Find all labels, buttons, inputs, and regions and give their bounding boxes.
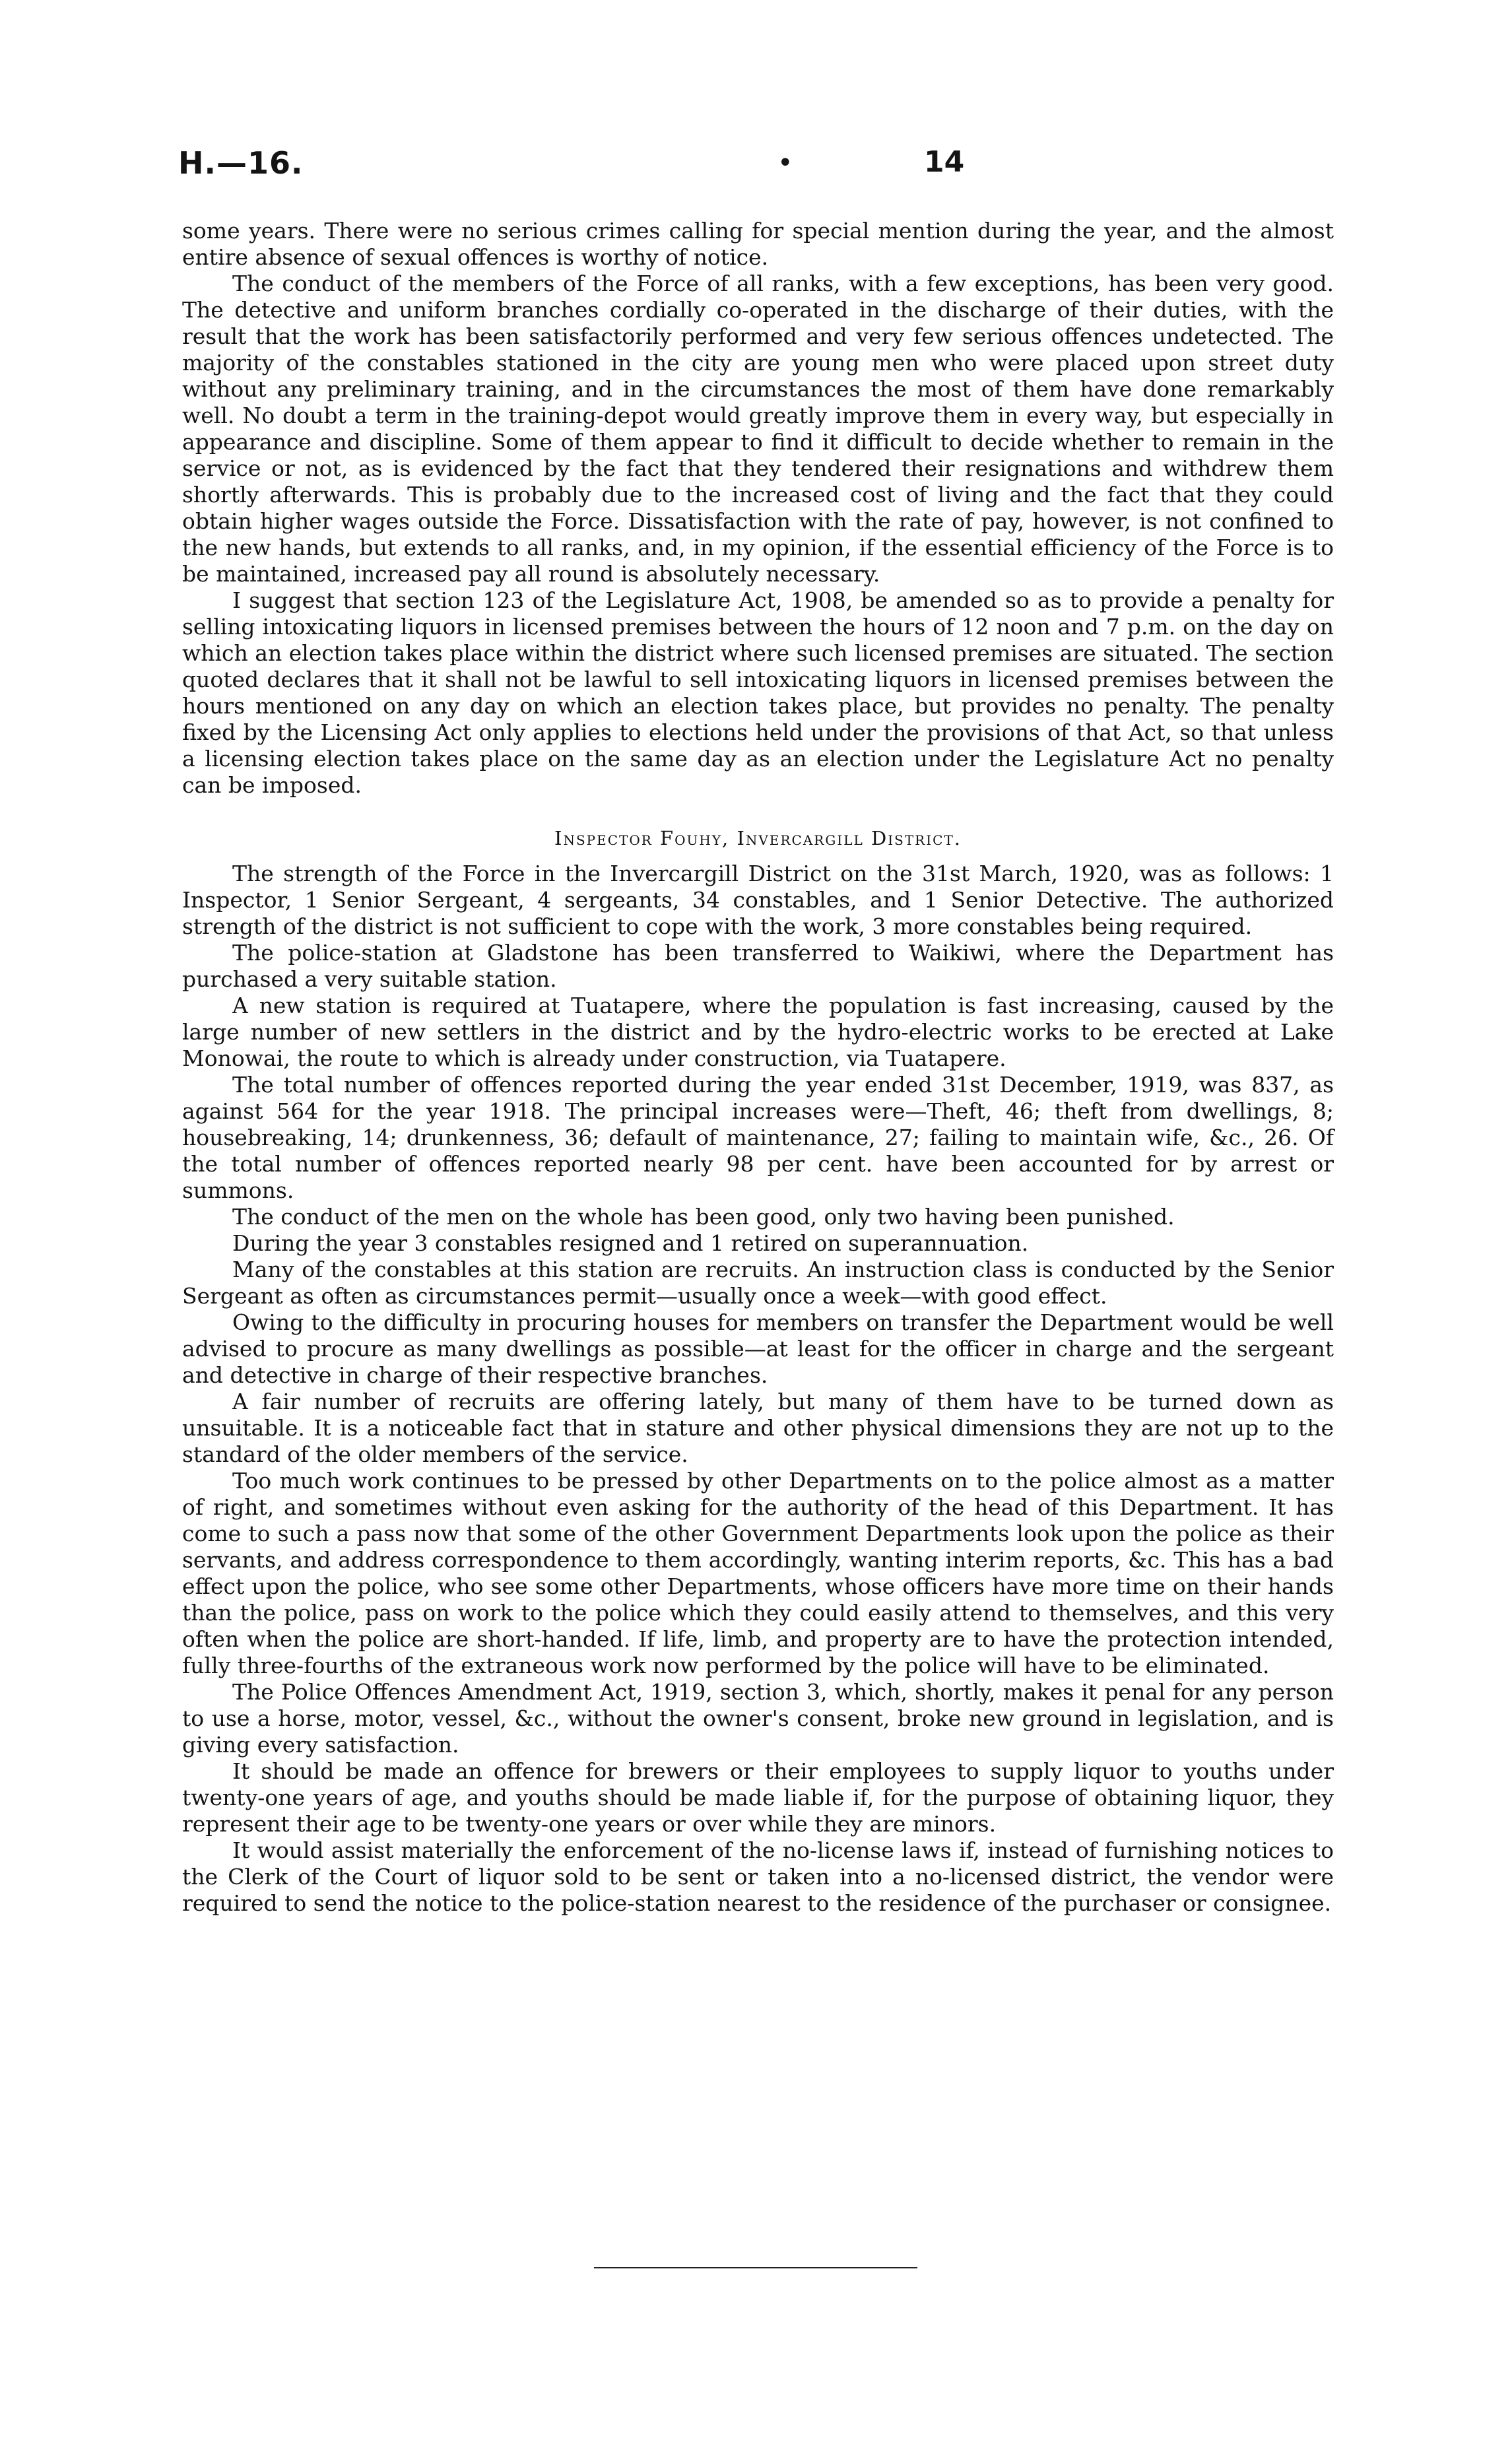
page-number: 14 xyxy=(924,145,965,179)
paragraph: Many of the constables at this station are recruits. An instruction class is conducted by the Senior Sergeant as often as circumstances permit—usually once a week—with good effect. xyxy=(182,1257,1334,1309)
paragraph: The conduct of the members of the Force of all ranks, with a few exceptions, has been very good. The detective and uniform branches cordially co-operated in the discharge of their duties, with the result that the work has been satisfactorily performed and very few serious offences undetected. The majority of the constables stationed in the city are young men who were placed upon street duty without any preliminary training, and in the circumstances the most of them have done remarkably well. No doubt a term in the training-depot would greatly improve them in every way, but especially in appearance and discipline. Some of them appear to find it difficult to decide whether to remain in the service or not, as is evidenced by the fact that they tendered their resignations and withdrew them shortly afterwards. This is probably due to the increased cost of living and the fact that they could obtain higher wages outside the Force. Dissatisfaction with the rate of pay, however, is not confined to the new hands, but extends to all ranks, and, in my opinion, if the essential efficiency of the Force is to be maintained, increased pay all round is absolutely necessary. xyxy=(182,271,1334,587)
paragraph: A fair number of recruits are offering lately, but many of them have to be turned down as unsuitable. It is a noticeable fact that in stature and other physical dimensions they are not up to the standard of the older members of the service. xyxy=(182,1389,1334,1467)
paragraph: It should be made an offence for brewers or their employees to supply liquor to youths under twenty-one years of age, and youths should be made liable if, for the purpose of obtaining liquor, they represent their age to be twenty-one years or over while they are minors. xyxy=(182,1758,1334,1837)
paragraph: A new station is required at Tuatapere, where the population is fast increasing, caused by the large number of new settlers in the district and by the hydro-electric works to be erected at Lake Monowai, the route to which is already under construction, via Tuatapere. xyxy=(182,993,1334,1071)
header-separator: • xyxy=(777,148,793,178)
paragraph: The police-station at Gladstone has been transferred to Waikiwi, where the Department has purchased a very suitable station. xyxy=(182,940,1334,992)
document-reference: H.—16. xyxy=(178,145,304,181)
page-body xyxy=(182,218,1334,1917)
paragraph: During the year 3 constables resigned and 1 retired on superannuation. xyxy=(232,1230,1029,1256)
paragraph: some years. There were no serious crimes calling for special mention during the year, and the almost entire absence of sexual offences is worthy of notice. xyxy=(182,218,1334,270)
paragraph: The Police Offences Amendment Act, 1919, section 3, which, shortly, makes it penal for any person to use a horse, motor, vessel, &c., without the owner's consent, broke new ground in legislation, and is giving every satisfaction. xyxy=(182,1679,1334,1758)
paragraph: Too much work continues to be pressed by other Departments on to the police almost as a matter of right, and sometimes without even asking for the authority of the head of this Department. It has come to such a pass now that some of the other Government Departments look upon the police as their servants, and address correspondence to them accordingly, wanting interim reports, &c. This has a bad effect upon the police, who see some other Departments, whose officers have more time on their hands than the police, pass on work to the police which they could easily attend to themselves, and this very often when the police are short-handed. If life, limb, and property are to have the protection intended, fully three-fourths of the extraneous work now performed by the police will have to be eliminated. xyxy=(182,1468,1334,1678)
paragraph: The conduct of the men on the whole has been good, only two having been punished. xyxy=(232,1204,1175,1230)
paragraph: The total number of offences reported during the year ended 31st December, 1919, was 837, as against 564 for the year 1918. The principal increases were—Theft, 46; theft from dwellings, 8; housebreaking, 14; drunkenness, 36; default of maintenance, 27; failing to maintain wife, &c., 26. Of the total number of offences reported nearly 98 per cent. have been accounted for by arrest or summons. xyxy=(182,1072,1334,1203)
paragraph: The strength of the Force in the Invercargill District on the 31st March, 1920, was as follows: 1 Inspector, 1 Senior Sergeant, 4 sergeants, 34 constables, and 1 Senior Detective. The authorized strength of the district is not sufficient to cope with the work, 3 more constables being required. xyxy=(182,861,1334,939)
page-header xyxy=(178,145,1333,191)
paragraph: I suggest that section 123 of the Legislature Act, 1908, be amended so as to provide a penalty for selling intoxicating liquors in licensed premises between the hours of 12 noon and 7 p.m. on the day on which an election takes place within the district where such licensed premises are situated. The section quoted declares that it shall not be lawful to sell intoxicating liquors in licensed premises between the hours mentioned on any day on which an election takes place, but provides no penalty. The penalty fixed by the Licensing Act only applies to elections held under the provisions of that Act, so that unless a licensing election takes place on the same day as an election under the Legislature Act no penalty can be imposed. xyxy=(182,587,1334,798)
end-rule xyxy=(594,2267,917,2268)
paragraph: It would assist materially the enforcement of the no-license laws if, instead of furnishing notices to the Clerk of the Court of liquor sold to be sent or taken into a no-licensed district, the vendor were required to send the notice to the police-station nearest to the residence of the purchaser or consignee. xyxy=(182,1837,1334,1916)
paragraph: Owing to the difficulty in procuring houses for members on transfer the Department would be well advised to procure as many dwellings as possible—at least for the officer in charge and the sergeant and detective in charge of their respective branches. xyxy=(182,1309,1334,1388)
section-heading: Inspector Fouhy, Invercargill District. xyxy=(554,827,962,849)
